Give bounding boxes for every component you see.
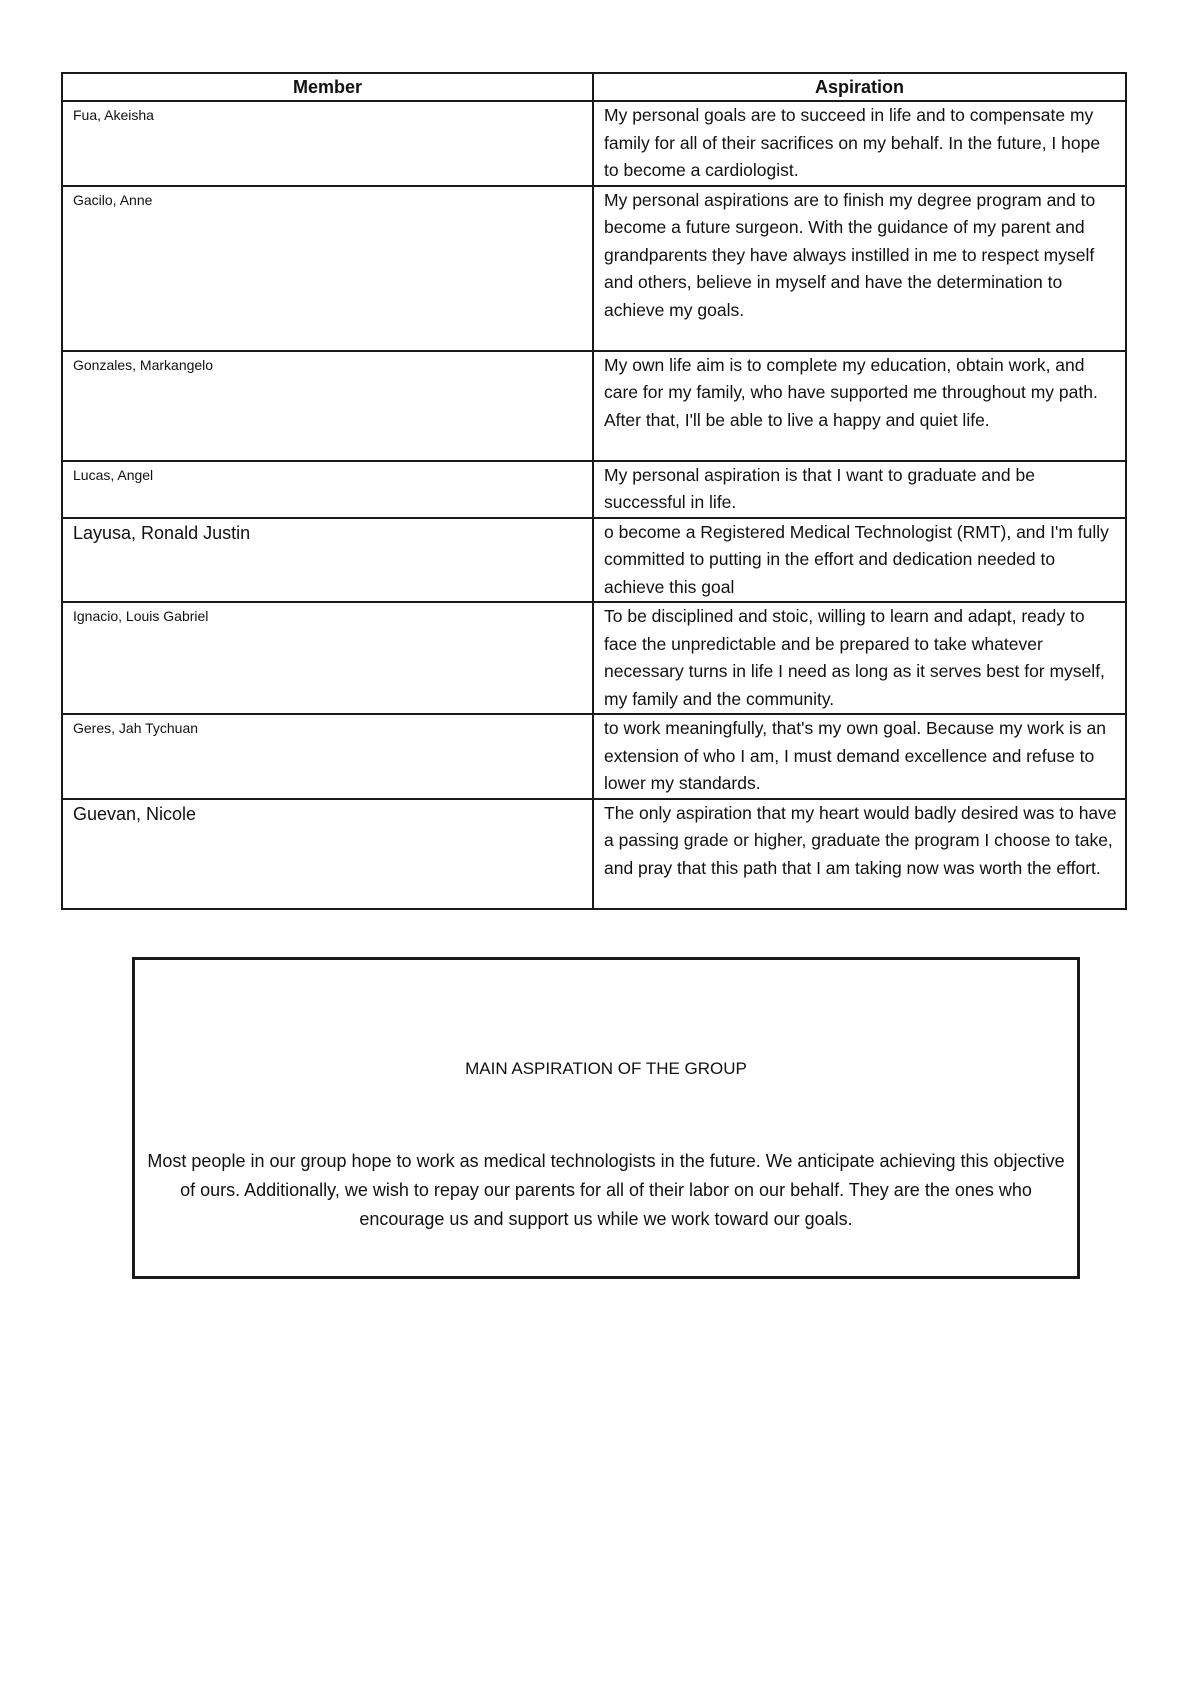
table-row xyxy=(62,799,1126,909)
member-name: Gacilo, Anne xyxy=(62,186,593,351)
main-aspiration-title: MAIN ASPIRATION OF THE GROUP xyxy=(465,1059,747,1078)
table-row xyxy=(62,518,1126,603)
table-row xyxy=(62,186,1126,351)
member-aspiration: o become a Registered Medical Technologist (RMT), and I'm fully committed to putting in the effort and dedication needed to achieve this goal xyxy=(593,518,1126,603)
member-aspiration: My personal goals are to succeed in life and to compensate my family for all of their sacrifices on my behalf. In the future, I hope to become a cardiologist. xyxy=(593,101,1126,186)
member-name: Fua, Akeisha xyxy=(62,101,593,186)
member-aspiration: to work meaningfully, that's my own goal. Because my work is an extension of who I am, I must demand excellence and refuse to lower my standards. xyxy=(593,714,1126,799)
table-row xyxy=(62,101,1126,186)
main-aspiration-body: Most people in our group hope to work as medical technologists in the future. We anticipate achieving this objective of ours. Additionally, we wish to repay our parents for all of their labor on our behalf. They are the ones who encourage us and support us while we work toward our goals. xyxy=(147,1151,1065,1229)
member-name: Gonzales, Markangelo xyxy=(62,351,593,461)
aspiration-table xyxy=(61,72,1127,910)
member-aspiration: To be disciplined and stoic, willing to learn and adapt, ready to face the unpredictable and be prepared to take whatever necessary turns in life I need as long as it serves best for myself, my family and the community. xyxy=(593,602,1126,714)
member-name: Ignacio, Louis Gabriel xyxy=(62,602,593,714)
member-header: Member xyxy=(62,73,593,101)
member-aspiration: My own life aim is to complete my education, obtain work, and care for my family, who have supported me throughout my path. After that, I'll be able to live a happy and quiet life. xyxy=(593,351,1126,461)
table-row xyxy=(62,461,1126,518)
table-row xyxy=(62,714,1126,799)
member-name: Geres, Jah Tychuan xyxy=(62,714,593,799)
table-row xyxy=(62,602,1126,714)
table-row xyxy=(62,351,1126,461)
member-aspiration: The only aspiration that my heart would badly desired was to have a passing grade or higher, graduate the program I choose to take, and pray that this path that I am taking now was worth the effort. xyxy=(593,799,1126,909)
member-name: Lucas, Angel xyxy=(62,461,593,518)
aspiration-header: Aspiration xyxy=(593,73,1126,101)
table-header-row xyxy=(62,73,1126,101)
member-name: Guevan, Nicole xyxy=(62,799,593,909)
member-aspiration: My personal aspiration is that I want to graduate and be successful in life. xyxy=(593,461,1126,518)
member-aspiration: My personal aspirations are to finish my degree program and to become a future surgeon. With the guidance of my parent and grandparents they have always instilled in me to respect myself and others, believe in myself and have the determination to achieve my goals. xyxy=(593,186,1126,351)
member-name: Layusa, Ronald Justin xyxy=(62,518,593,603)
main-aspiration-box xyxy=(132,957,1080,1279)
